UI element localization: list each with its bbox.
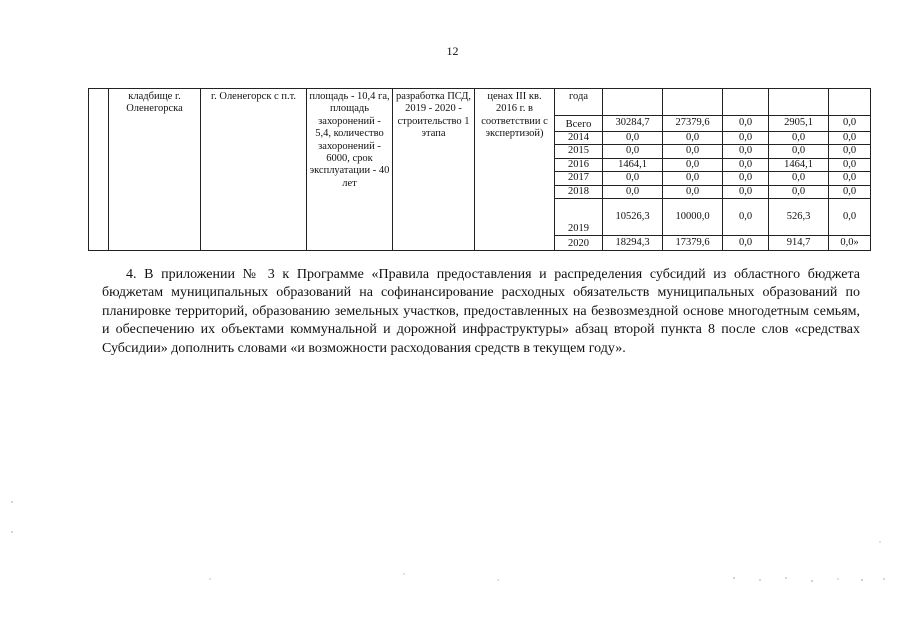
page-number: 12 — [446, 44, 459, 58]
row-year: 2018 — [555, 185, 603, 198]
value-cell: 2905,1 — [769, 116, 829, 132]
value-cell: 0,0 — [829, 185, 871, 198]
row-year: 2016 — [555, 158, 603, 171]
value-cell: 30284,7 — [603, 116, 663, 132]
value-cell: 0,0 — [723, 172, 769, 185]
value-cell: 0,0 — [663, 172, 723, 185]
value-cell: 0,0 — [723, 116, 769, 132]
capacity-cell: площадь - 10,4 га, площадь захоронений - 5,4, количество захоронений - 6000, срок эксплуатации - 40 лет — [307, 89, 393, 251]
value-cell: 10000,0 — [663, 198, 723, 235]
row-year: Всего — [555, 116, 603, 132]
value-cell: 0,0 — [663, 132, 723, 145]
value-cell: 0,0 — [769, 172, 829, 185]
value-cell: 0,0» — [829, 235, 871, 250]
year-header-cell: года — [555, 89, 603, 116]
value-cell: 0,0 — [603, 172, 663, 185]
value-cell: 0,0 — [723, 145, 769, 158]
value-cell: 0,0 — [723, 198, 769, 235]
value-cell: 0,0 — [769, 185, 829, 198]
value-cell: 17379,6 — [663, 235, 723, 250]
value-cell: 0,0 — [603, 132, 663, 145]
value-cell: 0,0 — [829, 198, 871, 235]
value-cell: 18294,3 — [603, 235, 663, 250]
value-cell: 0,0 — [723, 132, 769, 145]
row-year: 2014 — [555, 132, 603, 145]
value-cell: 0,0 — [829, 158, 871, 171]
value-cell: 0,0 — [603, 185, 663, 198]
value-cell: 0,0 — [829, 116, 871, 132]
value-cell: 1464,1 — [603, 158, 663, 171]
value-cell: 10526,3 — [603, 198, 663, 235]
value-cell: 0,0 — [663, 145, 723, 158]
object-name-cell: кладбище г. Оленегорска — [109, 89, 201, 251]
row-year: 2020 — [555, 235, 603, 250]
value-cell: 27379,6 — [663, 116, 723, 132]
amendment-paragraph: 4. В приложении № 3 к Программе «Правила предоставления и распределения субсидий из областного бюджета бюджетам муниципальных образований на софинансирование расходных обязательств муниципальных образований по планировке территорий, образованию земельных участков, предоставленных на безвозмездной основе многодетным семьям, и обеспечению их объектами коммунальной и дорожной инфраструктуры» абзац второй пункта 8 после слов «средствах Субсидии» дополнить словами «и возможности расходования средств в текущем году». — [102, 267, 860, 356]
value-cell: 0,0 — [663, 158, 723, 171]
location-cell: г. Оленегорск с п.т. — [201, 89, 307, 251]
value-cell: 1464,1 — [769, 158, 829, 171]
row-year: 2015 — [555, 145, 603, 158]
value-cell: 0,0 — [723, 185, 769, 198]
value-cell: 0,0 — [769, 132, 829, 145]
row-year: 2017 — [555, 172, 603, 185]
value-cell: 0,0 — [723, 235, 769, 250]
value-cell: 0,0 — [829, 172, 871, 185]
value-cell: 526,3 — [769, 198, 829, 235]
value-cell: 0,0 — [603, 145, 663, 158]
stages-cell: разработка ПСД, 2019 - 2020 - строительство 1 этапа — [393, 89, 475, 251]
value-cell: 0,0 — [663, 185, 723, 198]
value-cell: 0,0 — [723, 158, 769, 171]
value-cell: 0,0 — [829, 145, 871, 158]
row-year: 2019 — [555, 198, 603, 235]
value-cell: 0,0 — [769, 145, 829, 158]
value-cell: 0,0 — [829, 132, 871, 145]
value-cell: 914,7 — [769, 235, 829, 250]
cost-note-cell: ценах III кв. 2016 г. в соответствии с экспертизой) — [475, 89, 555, 251]
